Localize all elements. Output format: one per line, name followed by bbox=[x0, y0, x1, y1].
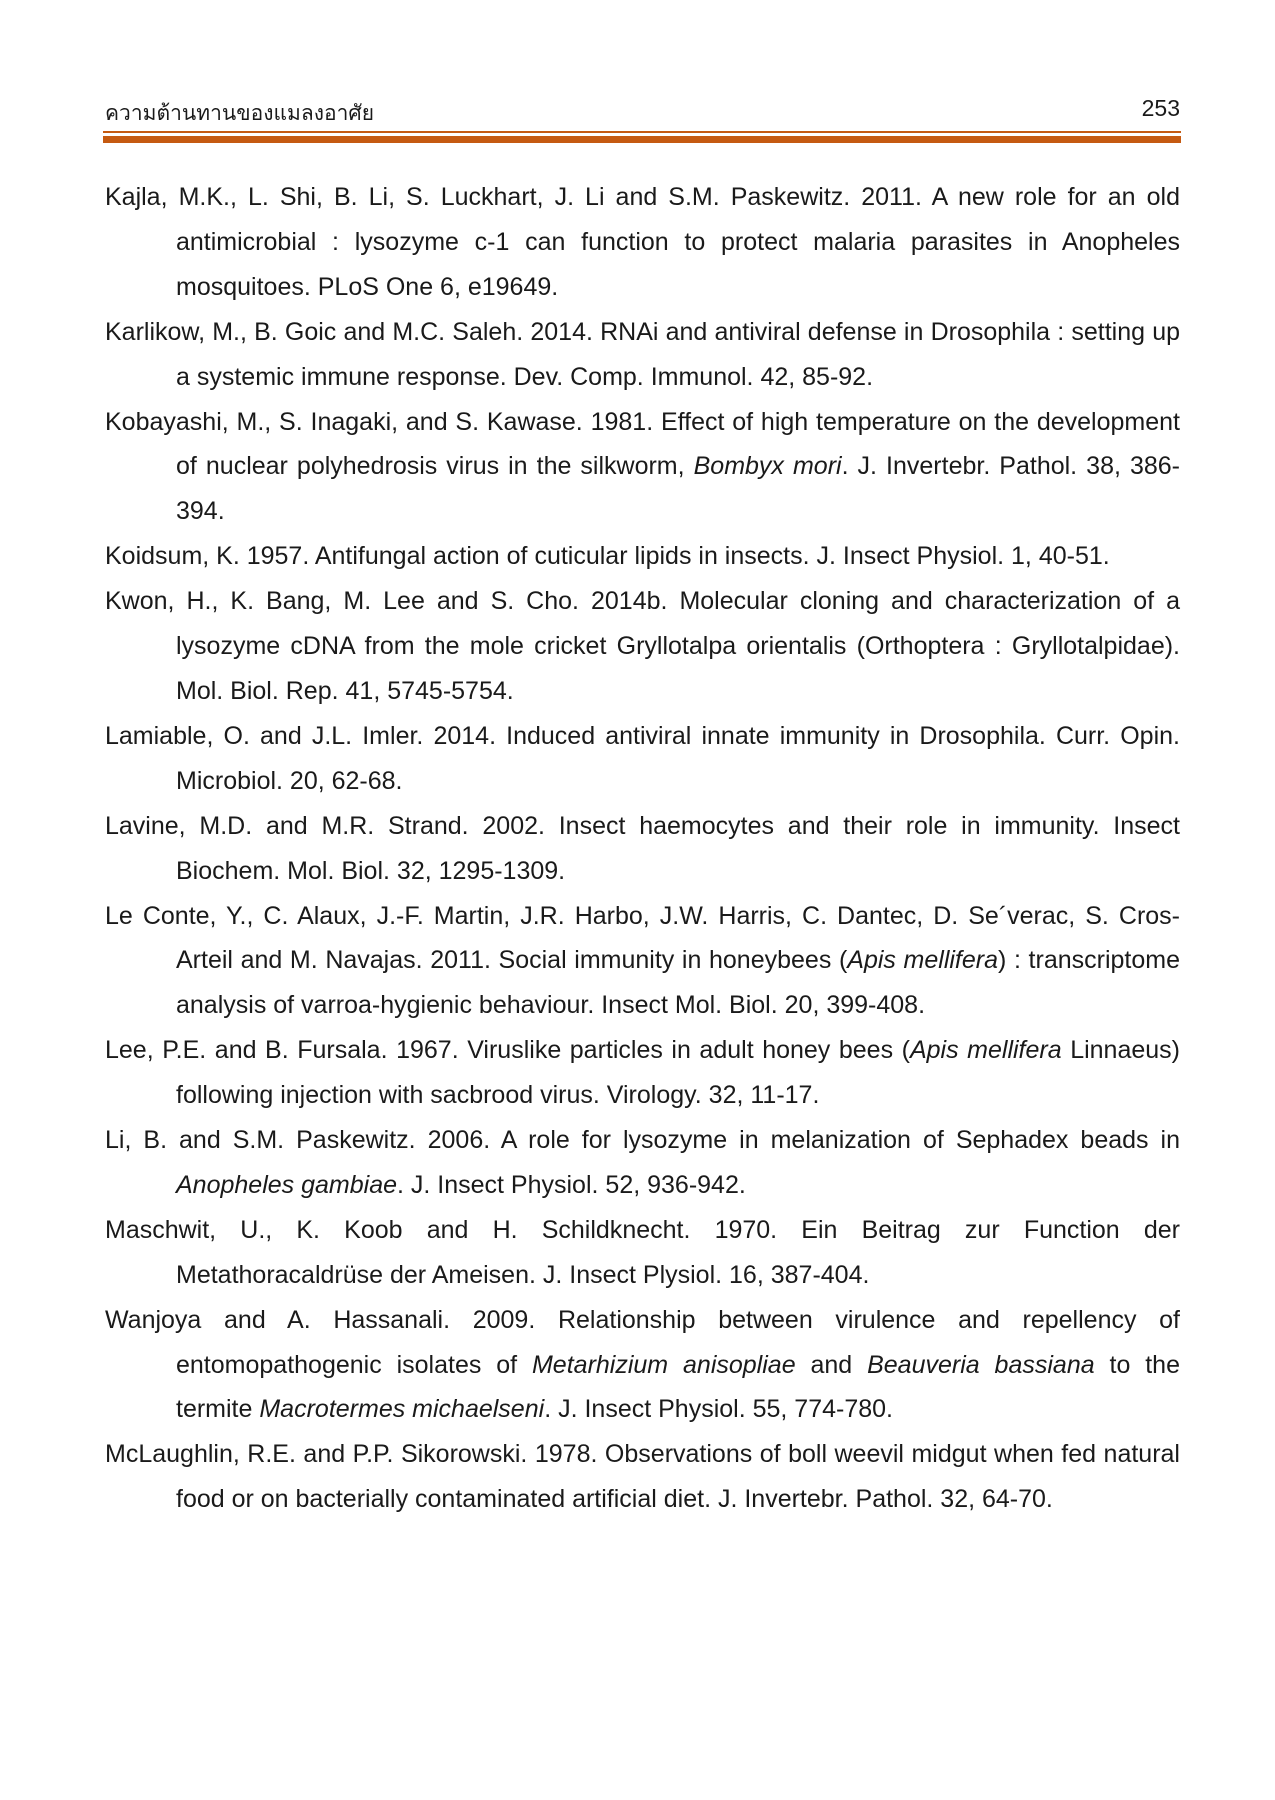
reference-italic-text: Beauveria bassiana bbox=[867, 1350, 1095, 1379]
reference-entry bbox=[105, 1298, 1180, 1433]
reference-entry bbox=[105, 175, 1180, 310]
running-title: ความต้านทานของแมลงอาศัย bbox=[105, 102, 375, 125]
reference-text: ) : transcriptome analysis of varroa-hygienic behaviour. Insect Mol. Biol. 20, 399-408. bbox=[176, 946, 1180, 1020]
reference-entry bbox=[105, 1118, 1180, 1208]
reference-entry bbox=[105, 534, 1180, 579]
reference-text: Kobayashi, M., S. Inagaki, and S. Kawase. 1981. Effect of high temperature on the development of nuclear polyhedrosis virus in the silkworm, bbox=[105, 407, 1180, 481]
reference-entry bbox=[105, 1208, 1180, 1298]
reference-text: Linnaeus) following injection with sacbrood virus. Virology. 32, 11-17. bbox=[176, 1036, 1180, 1110]
reference-text: and bbox=[795, 1350, 868, 1379]
reference-text: Wanjoya and A. Hassanali. 2009. Relationship between virulence and repellency of entomopathogenic isolates of bbox=[105, 1305, 1180, 1379]
reference-italic-text: Anopheles gambiae bbox=[176, 1170, 397, 1199]
reference-entry bbox=[105, 714, 1180, 804]
reference-entry bbox=[105, 400, 1180, 535]
reference-entry bbox=[105, 894, 1180, 1029]
reference-text: Lavine, M.D. and M.R. Strand. 2002. Insect haemocytes and their role in immunity. Insect Biochem. Mol. Biol. 32, 1295-1309. bbox=[105, 811, 1180, 885]
reference-text: Kajla, M.K., L. Shi, B. Li, S. Luckhart, J. Li and S.M. Paskewitz. 2011. A new role for an old antimicrobial : lysozyme c-1 can function to protect malaria parasites in Anopheles mosquitoes. PLoS One 6, e19649. bbox=[105, 183, 1180, 301]
reference-italic-text: Apis mellifera bbox=[847, 946, 999, 975]
reference-text: Le Conte, Y., C. Alaux, J.-F. Martin, J.R. Harbo, J.W. Harris, C. Dantec, D. Se´verac, S. Cros-Arteil and M. Navajas. 2011. Social immunity in honeybees ( bbox=[105, 901, 1180, 975]
reference-text: . J. Insect Physiol. 55, 774-780. bbox=[544, 1395, 893, 1424]
reference-text: McLaughlin, R.E. and P.P. Sikorowski. 1978. Observations of boll weevil midgut when fed natural food or on bacterially contaminated artificial diet. J. Invertebr. Pathol. 32, 64-70. bbox=[105, 1440, 1180, 1514]
reference-entry bbox=[105, 310, 1180, 400]
page-number: 253 bbox=[1141, 95, 1180, 121]
reference-text: Lee, P.E. and B. Fursala. 1967. Viruslike particles in adult honey bees ( bbox=[105, 1036, 910, 1065]
reference-text: . J. Invertebr. Pathol. 38, 386-394. bbox=[176, 452, 1180, 526]
reference-text: Kwon, H., K. Bang, M. Lee and S. Cho. 2014b. Molecular cloning and characterization of a lysozyme cDNA from the mole cricket Gryllotalpa orientalis (Orthoptera : Gryllotalpidae). Mol. Biol. Rep. 41, 5745-5754. bbox=[105, 587, 1180, 705]
reference-entry bbox=[105, 579, 1180, 714]
reference-entry bbox=[105, 1028, 1180, 1118]
reference-italic-text: Metarhizium anisopliae bbox=[531, 1350, 796, 1379]
reference-text: Lamiable, O. and J.L. Imler. 2014. Induced antiviral innate immunity in Drosophila. Curr. Opin. Microbiol. 20, 62-68. bbox=[105, 721, 1180, 795]
reference-text: Li, B. and S.M. Paskewitz. 2006. A role for lysozyme in melanization of Sephadex beads in bbox=[105, 1126, 1180, 1155]
reference-entry bbox=[105, 804, 1180, 894]
reference-italic-text: Bombyx mori bbox=[693, 452, 842, 481]
header-rule-thin bbox=[103, 131, 1181, 133]
reference-text: Karlikow, M., B. Goic and M.C. Saleh. 2014. RNAi and antiviral defense in Drosophila : setting up a systemic immune response. Dev. Comp. Immunol. 42, 85-92. bbox=[105, 317, 1180, 391]
reference-list bbox=[105, 175, 1180, 1522]
reference-text: . J. Insect Physiol. 52, 936-942. bbox=[397, 1170, 746, 1199]
reference-entry bbox=[105, 1432, 1180, 1522]
header-rule-thick bbox=[103, 136, 1181, 143]
reference-text: Koidsum, K. 1957. Antifungal action of cuticular lipids in insects. J. Insect Physiol. 1, 40-51. bbox=[105, 542, 1110, 571]
reference-italic-text: Macrotermes michaelseni bbox=[259, 1395, 545, 1424]
reference-italic-text: Apis mellifera bbox=[909, 1036, 1062, 1065]
reference-text: to the termite bbox=[176, 1350, 1180, 1424]
reference-text: Maschwit, U., K. Koob and H. Schildknecht. 1970. Ein Beitrag zur Function der Metathoracaldrüse der Ameisen. J. Insect Plysiol. 16, 387-404. bbox=[105, 1215, 1180, 1289]
